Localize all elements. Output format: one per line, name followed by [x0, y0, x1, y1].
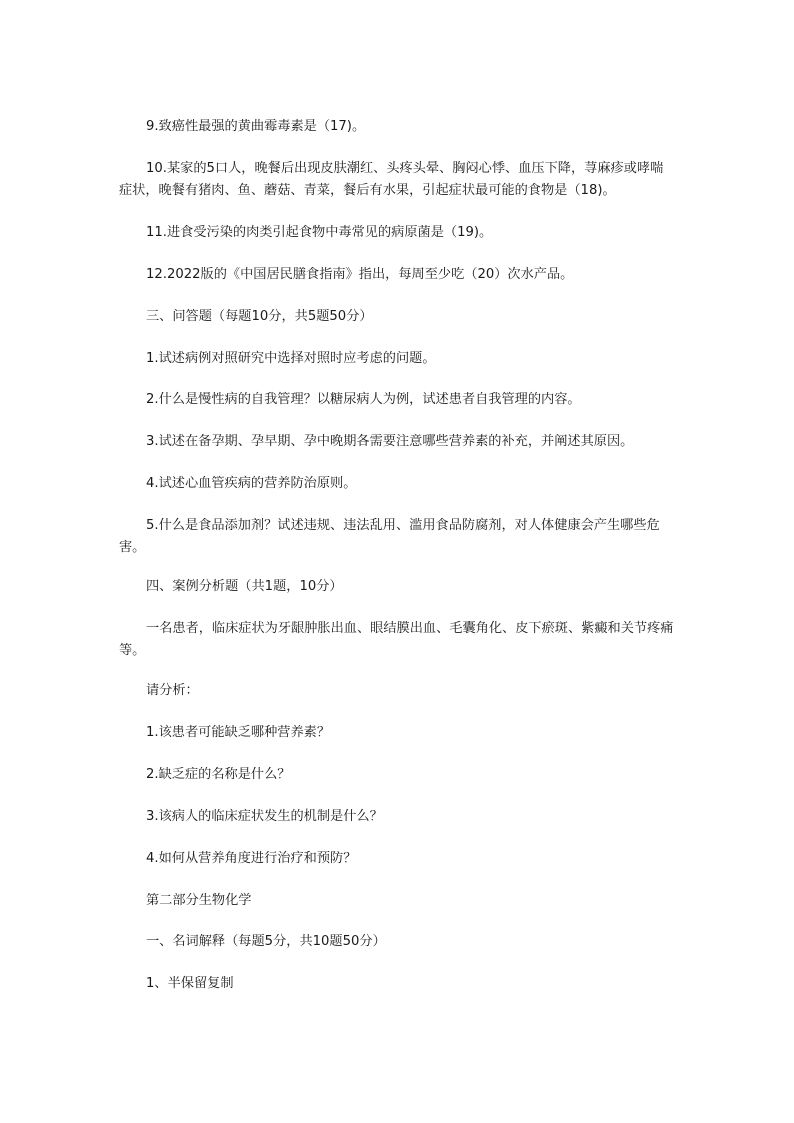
section-heading-case: 四、案例分析题（共1题，10分） [146, 579, 343, 594]
qa-question-1: 1.试述病例对照研究中选择对照时应考虑的问题。 [146, 351, 436, 366]
qa-question-5: 5.什么是食品添加剂？试述违规、违法乱用、滥用食品防腐剂，对人体健康会产生哪些危害。 [119, 518, 660, 555]
section-heading-qa: 三、问答题（每题10分，共5题50分） [146, 309, 373, 324]
term-1: 1、半保留复制 [146, 976, 234, 991]
case-question-4: 4.如何从营养角度进行治疗和预防？ [146, 851, 357, 866]
case-question-1: 1.该患者可能缺乏哪种营养素？ [146, 725, 331, 740]
case-description: 一名患者，临床症状为牙龈肿胀出血、眼结膜出血、毛囊角化、皮下瘀斑、紫癜和关节疼痛等。 [119, 621, 674, 658]
question-11: 11.进食受污染的肉类引起食物中毒常见的病原菌是（19)。 [146, 225, 493, 240]
section-heading-terms: 一、名词解释（每题5分，共10题50分） [146, 934, 386, 949]
qa-question-2: 2.什么是慢性病的自我管理？以糖尿病人为例，试述患者自我管理的内容。 [146, 392, 581, 407]
case-prompt: 请分析： [146, 683, 199, 698]
question-9: 9.致癌性最强的黄曲霉毒素是（17)。 [146, 119, 366, 134]
question-12: 12.2022版的《中国居民膳食指南》指出，每周至少吃（20）次水产品。 [146, 267, 574, 282]
case-question-3: 3.该病人的临床症状发生的机制是什么？ [146, 809, 383, 824]
qa-question-4: 4.试述心血管疾病的营养防治原则。 [146, 476, 357, 491]
part-two-heading: 第二部分生物化学 [146, 893, 252, 908]
qa-question-3: 3.试述在备孕期、孕早期、孕中晚期各需要注意哪些营养素的补充，并阐述其原因。 [146, 434, 634, 449]
question-10: 10.某家的5口人，晚餐后出现皮肤潮红、头疼头晕、胸闷心悸、血压下降，荨麻疹或哮喘症状，晚餐有猪肉、鱼、蘑菇、青菜，餐后有水果，引起症状最可能的食物是（18)。 [119, 161, 664, 198]
case-question-2: 2.缺乏症的名称是什么？ [146, 767, 291, 782]
